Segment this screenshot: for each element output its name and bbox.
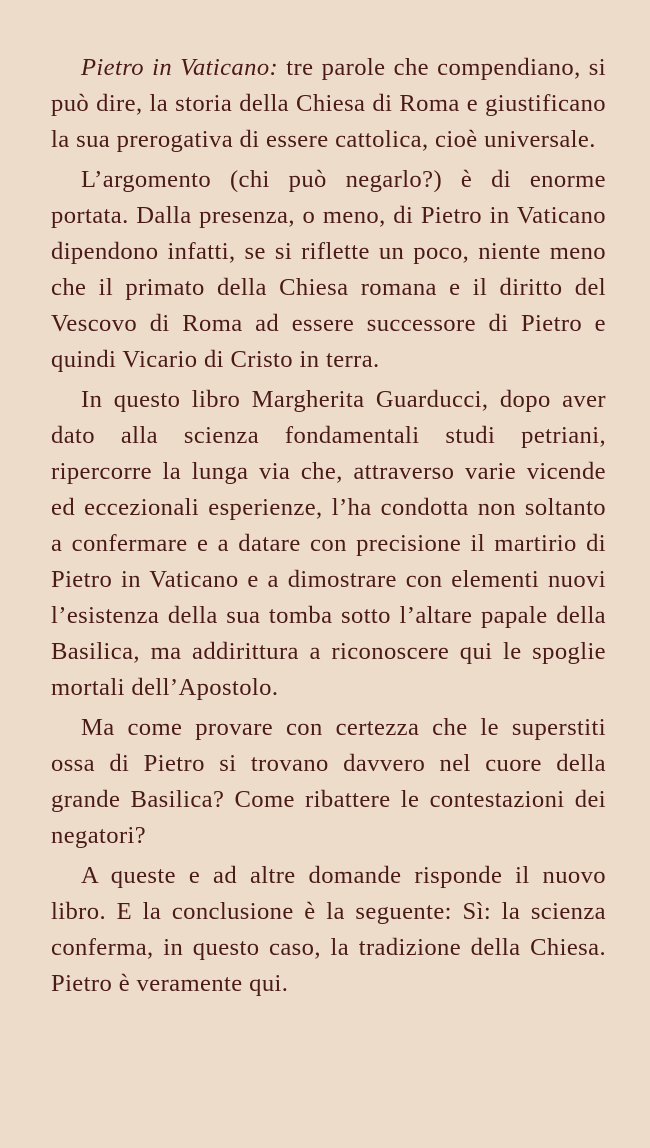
paragraph-2: L’argomento (chi può negarlo?) è di enorme portata. Dalla presenza, o meno, di Pietro in Vaticano dipendono infatti, se si riflette un poco, niente meno che il primato della Chiesa romana e il diritto del Vescovo di Roma ad essere successore di Pietro e quindi Vicario di Cristo in terra. bbox=[51, 166, 606, 373]
paragraph-4: Ma come provare con certezza che le superstiti ossa di Pietro si trovano davvero nel cuore della grande Basilica? Come ribattere le contestazioni dei negatori? bbox=[51, 714, 606, 849]
book-jacket-text bbox=[51, 50, 606, 1002]
paragraph-3: In questo libro Margherita Guarducci, dopo aver dato alla scienza fondamentali studi petriani, ripercorre la lunga via che, attraverso varie vicende ed eccezionali esperienze, l’ha condotta non soltanto a confermare e a datare con precisione il martirio di Pietro in Vaticano e a dimostrare con elementi nuovi l’esistenza della sua tomba sotto l’altare papale della Basilica, ma addirittura a riconoscere qui le spoglie mortali dell’Apostolo. bbox=[51, 386, 606, 701]
paragraph-5: A queste e ad altre domande risponde il nuovo libro. E la conclusione è la seguente: Sì: la scienza conferma, in questo caso, la tradizione della Chiesa. Pietro è veramente qui. bbox=[51, 862, 606, 997]
paragraph-1 bbox=[51, 50, 606, 158]
italic-title-phrase: Pietro in Vaticano: bbox=[81, 54, 279, 81]
paragraph-1-text: tre parole che compendiano, si può dire, la storia della Chiesa di Roma e giustificano la sua prerogativa di essere cattolica, cioè universale. bbox=[51, 54, 607, 153]
